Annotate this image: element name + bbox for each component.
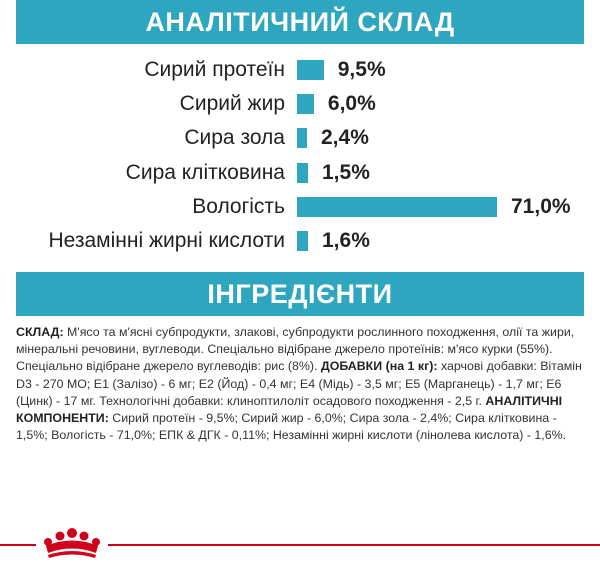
analysis-row-label: Незамінні жирні кислоти [48, 229, 285, 252]
analysis-row-bar [297, 163, 308, 183]
analysis-row-bar [297, 94, 314, 114]
analysis-row-label: Вологість [192, 194, 285, 218]
analysis-row [0, 54, 600, 86]
additives-text: харчові добавки: Вітамін D3 - 270 МО; E1 (Залізо) - 6 мг; E2 (Йод) - 0,4 мг; E4 (Мідь) - 3,5 мг; E5 (Марганець) - 1,7 мг; E6 (Цинк) - 17 мг. Технологічні добавки: клиноптилоліт осадового походження - 2,5 г. [16, 359, 582, 408]
analysis-row-value: 9,5% [337, 58, 386, 81]
analysis-row [0, 122, 600, 154]
analysis-row-bar [297, 231, 308, 251]
analysis-title: АНАЛІТИЧНИЙ СКЛАД [16, 0, 584, 44]
ingredients-title: ІНГРЕДІЄНТИ [16, 272, 584, 316]
analysis-row-value: 1,5% [322, 160, 370, 184]
analysis-row-label: Сира зола [184, 126, 285, 150]
analysis-row-value: 6,0% [327, 92, 376, 116]
components-text: Сирий протеїн - 9,5%; Сирий жир - 6,0%; Сира зола - 2,4%; Сира клітковина - 1,5%; Вологість - 71,0%; ЕПК & ДГК - 0,11%; Незамінні жирні кислоти (лінолева кислота) - 1,6%. [16, 411, 567, 443]
analysis-row [0, 157, 600, 189]
composition-text: М'ясо та м'ясні субпродукти, злакові, субпродукти рослинного походження, олії та жири, мінеральні речовини, вуглеводи. Спеціально відібране джерело протеїнів: м'ясо курки (55%). Спеціально відібране джерело вуглеводів: рис (8%). [16, 325, 575, 374]
analysis-row [0, 225, 600, 257]
ingredients-text [16, 324, 584, 444]
analysis-row-label: Сирий жир [179, 92, 285, 116]
analysis-row-bar [297, 197, 497, 217]
additives-label: ДОБАВКИ (на 1 кг): [320, 359, 438, 374]
analysis-row-label: Сирий протеїн [144, 58, 285, 81]
royal-canin-crown-icon [36, 527, 108, 565]
analysis-row-bar [297, 60, 324, 80]
analysis-row-label: Сира клітковина [125, 160, 285, 184]
composition-label: СКЛАД: [16, 325, 64, 339]
analysis-row [0, 88, 600, 120]
analysis-row-value: 1,6% [322, 229, 370, 252]
analysis-row-bar [297, 128, 307, 148]
components-label: АНАЛІТИЧНІ КОМПОНЕНТИ: [16, 393, 563, 426]
analysis-row-value: 2,4% [321, 126, 369, 150]
analysis-row [0, 191, 600, 223]
analysis-row-value: 71,0% [511, 194, 571, 218]
